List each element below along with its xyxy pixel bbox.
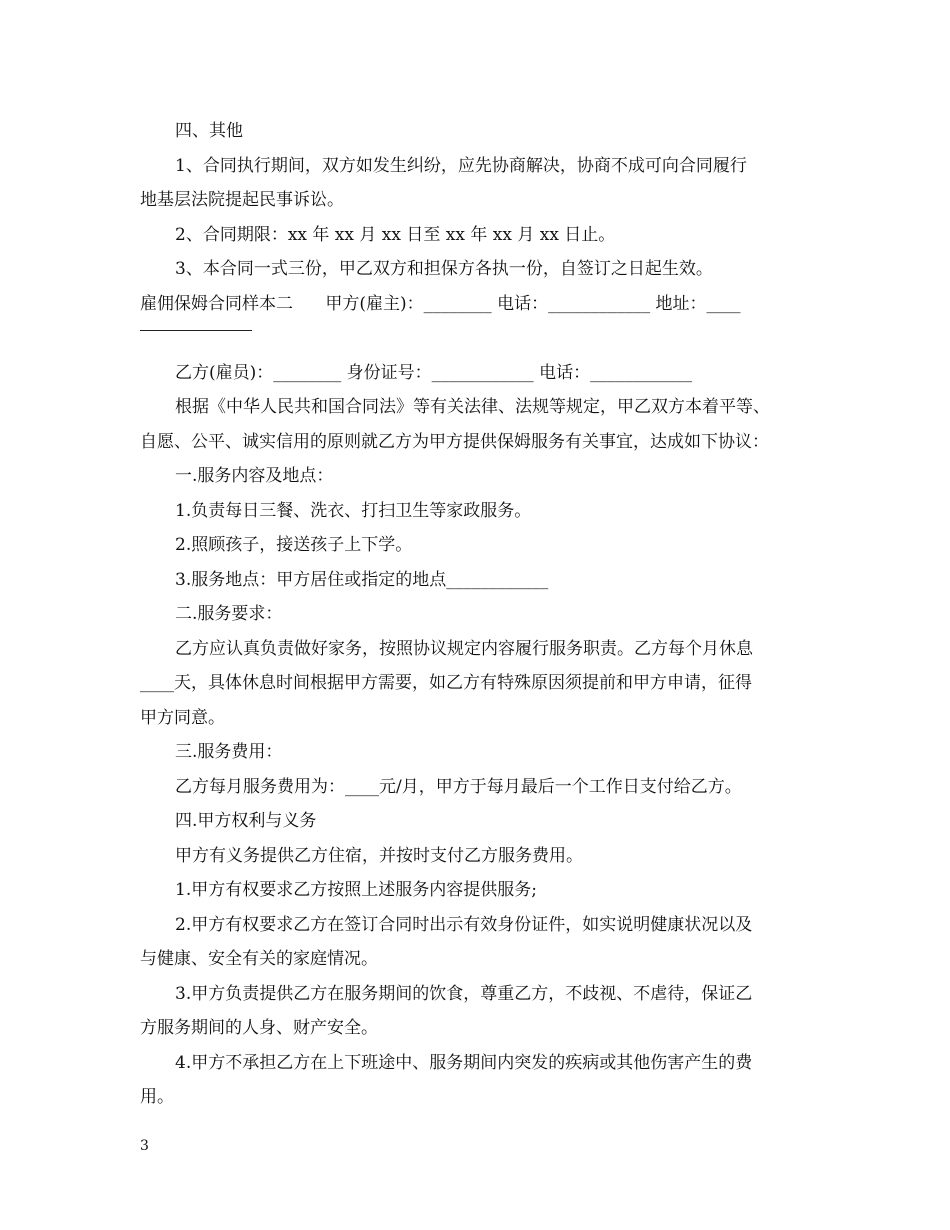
- paragraph-line: 根据《中华人民共和国合同法》等有关法律、法规等规定，甲乙双方本着平等、: [175, 397, 770, 417]
- list-item: 2.照顾孩子，接送孩子上下学。: [175, 535, 413, 555]
- section-heading: 三.服务费用：: [175, 742, 283, 762]
- section-heading: 二.服务要求：: [175, 604, 283, 624]
- paragraph-line: 与健康、安全有关的家庭情况。: [140, 949, 378, 969]
- paragraph-line: 地基层法院提起民事诉讼。: [140, 190, 344, 210]
- employee-info-line: 乙方(雇员)：________ 身份证号：____________ 电话：____________: [175, 363, 693, 383]
- list-item: 1.负责每日三餐、洗衣、打扫卫生等家政服务。: [175, 501, 532, 521]
- paragraph-line: 1、合同执行期间，双方如发生纠纷，应先协商解决，协商不成可向合同履行: [175, 156, 747, 176]
- paragraph-line: 乙方每月服务费用为：____元/月，甲方于每月最后一个工作日支付给乙方。: [175, 777, 742, 797]
- paragraph-line: ____天，具体休息时间根据甲方需要，如乙方有特殊原因须提前和甲方申请，征得: [140, 673, 752, 693]
- section-heading: 四.甲方权利与义务: [175, 811, 317, 831]
- paragraph-line: 乙方应认真负责做好家务，按照协议规定内容履行服务职责。乙方每个月休息: [175, 639, 753, 659]
- list-item: 4.甲方不承担乙方在上下班途中、服务期间内突发的疾病或其他伤害产生的费: [175, 1053, 753, 1073]
- paragraph-line: 方服务期间的人身、财产安全。: [140, 1018, 378, 1038]
- address-blank: [140, 330, 252, 331]
- page-number: 3: [140, 1138, 149, 1154]
- list-item: 2.甲方有权要求乙方在签订合同时出示有效身份证件，如实说明健康状况以及: [175, 915, 753, 935]
- paragraph-line: 自愿、公平、诚实信用的原则就乙方为甲方提供保姆服务有关事宜，达成如下协议：: [140, 432, 769, 452]
- section-heading: 一.服务内容及地点：: [175, 466, 334, 486]
- paragraph-line: 用。: [140, 1087, 174, 1107]
- paragraph-line: 3、本合同一式三份，甲乙双方和担保方各执一份，自签订之日起生效。: [175, 259, 713, 279]
- section-heading: 四、其他: [175, 121, 243, 141]
- paragraph-line: 2、合同期限：xx 年 xx 月 xx 日至 xx 年 xx 月 xx 日止。: [175, 225, 616, 245]
- list-item: 3.甲方负责提供乙方在服务期间的饮食，尊重乙方，不歧视、不虐待，保证乙: [175, 984, 753, 1004]
- list-item: 3.服务地点：甲方居住或指定的地点____________: [175, 570, 549, 590]
- paragraph-line: 甲方有义务提供乙方住宿，并按时支付乙方服务费用。: [175, 846, 583, 866]
- contract-title-line: 雇佣保姆合同样本二 甲方(雇主)：________ 电话：____________ 地址：____: [140, 294, 741, 314]
- paragraph-line: 甲方同意。: [140, 708, 225, 728]
- list-item: 1.甲方有权要求乙方按照上述服务内容提供服务;: [175, 880, 537, 900]
